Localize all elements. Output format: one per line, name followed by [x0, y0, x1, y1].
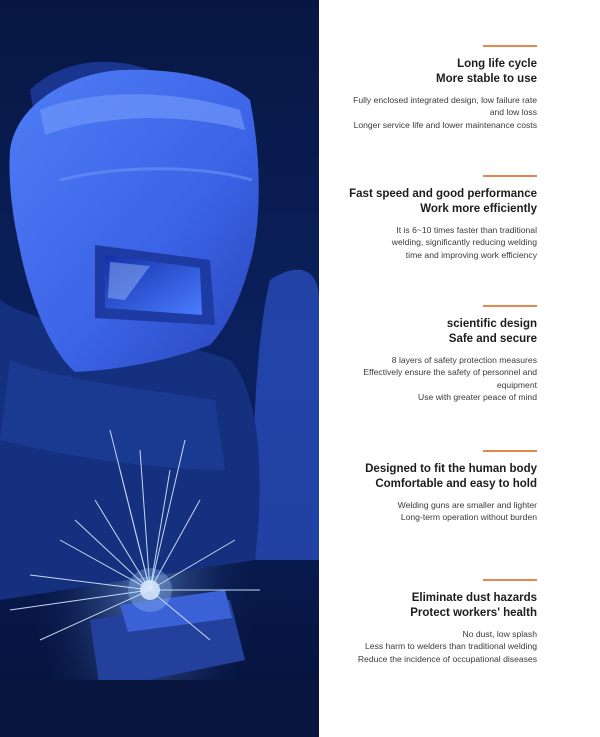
accent-divider [483, 305, 537, 307]
feature-description: 8 layers of safety protection measures Effectively ensure the safety of personnel and equipment Use with greater peace of mind [363, 355, 537, 403]
feature-title: Fast speed and good performance Work more efficiently [349, 188, 537, 215]
feature-title: scientific design Safe and secure [446, 318, 537, 345]
feature-description: Welding guns are smaller and lighter Long-term operation without burden [397, 500, 537, 523]
feature-scientific-design [297, 305, 537, 404]
feature-description: No dust, low splash Less harm to welders than traditional welding Reduce the incidence of occupational diseases [357, 629, 537, 664]
feature-long-life-cycle [297, 45, 537, 131]
feature-title: Long life cycle More stable to use [436, 58, 537, 85]
accent-divider [483, 450, 537, 452]
accent-divider [483, 45, 537, 47]
feature-title: Designed to fit the human body Comfortable and easy to hold [365, 463, 537, 490]
feature-fast-speed [297, 175, 537, 261]
accent-divider [483, 175, 537, 177]
accent-divider [483, 579, 537, 581]
feature-ergonomic [297, 450, 537, 524]
feature-dust-hazards [297, 579, 537, 665]
feature-description: It is 6~10 times faster than traditional welding, significantly reducing welding time and improving work efficiency [391, 225, 537, 260]
feature-description: Fully enclosed integrated design, low failure rate and low loss Longer service life and lower maintenance costs [353, 95, 537, 130]
feature-title: Eliminate dust hazards Protect workers' health [410, 592, 537, 619]
feature-list [319, 0, 600, 737]
